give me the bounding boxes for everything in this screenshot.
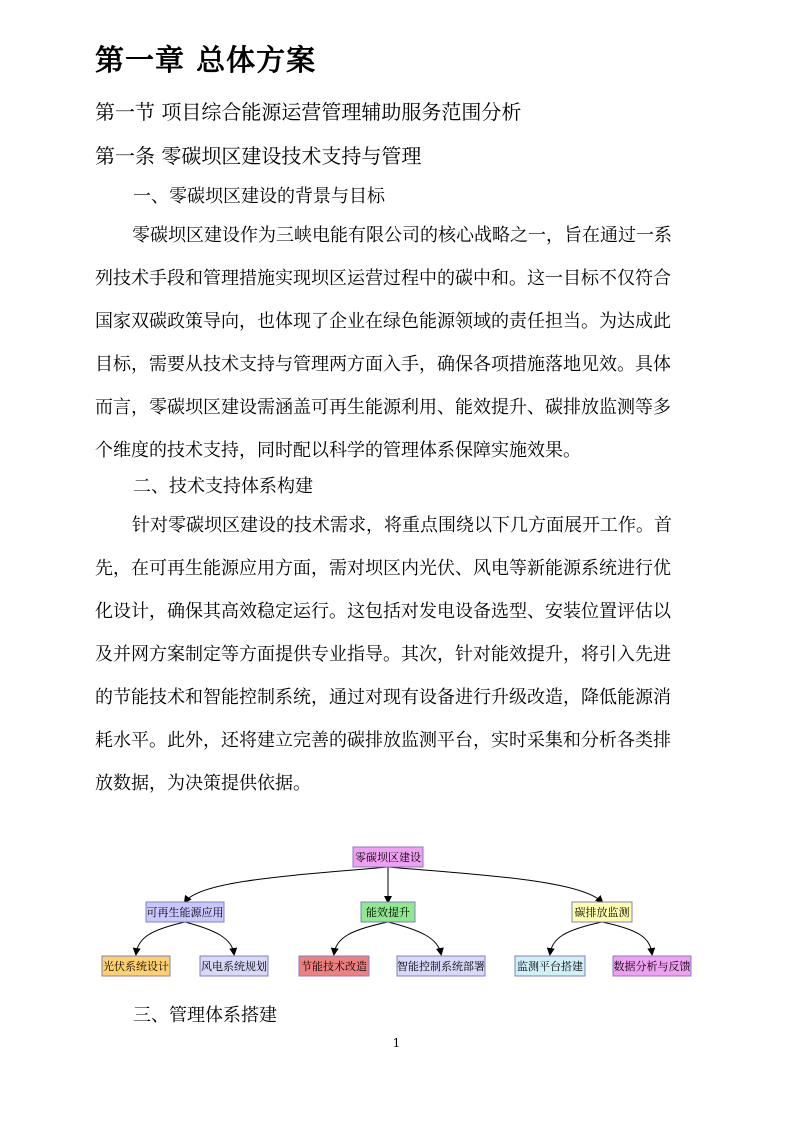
- node-root: [353, 847, 423, 867]
- node-pv-design: [102, 956, 170, 976]
- paragraph-line: 针对零碳坝区建设的技术需求，将重点围绕以下几方面展开工作。首: [132, 515, 672, 536]
- edge-root-monitoring: [388, 867, 602, 902]
- paragraph-line: 的节能技术和智能控制系统，通过对现有设备进行升级改造，降低能源消: [95, 687, 671, 708]
- svg-text:能效提升: 能效提升: [366, 906, 410, 919]
- svg-text:风电系统规划: 风电系统规划: [201, 960, 267, 973]
- subsection-2-title: 二、技术支持体系构建: [133, 476, 313, 497]
- edge-root-renewable: [185, 867, 388, 902]
- node-monitoring-platform: [515, 956, 585, 976]
- edge-renewable-pv: [136, 922, 185, 954]
- subsection-1-title: 一、零碳坝区建设的背景与目标: [133, 186, 385, 207]
- node-data-analysis: [613, 956, 691, 976]
- section-title: 第一节 项目综合能源运营管理辅助服务范围分析: [95, 100, 522, 124]
- paragraph-line: 国家双碳政策导向，也体现了企业在绿色能源领域的责任担当。为达成此: [95, 311, 671, 332]
- paragraph-line: 化设计，确保其高效稳定运行。这包括对发电设备选型、安装位置评估以: [95, 601, 671, 622]
- paragraph-line: 零碳坝区建设作为三峡电能有限公司的核心战略之一，旨在通过一系: [132, 225, 672, 246]
- paragraph-line: 放数据，为决策提供依据。: [95, 773, 311, 794]
- svg-text:可再生能源应用: 可再生能源应用: [146, 906, 224, 919]
- svg-text:节能技术改造: 节能技术改造: [301, 960, 367, 973]
- edge-monitoring-platform: [550, 922, 602, 954]
- paragraph-line: 而言，零碳坝区建设需涵盖可再生能源利用、能效提升、碳排放监测等多: [95, 397, 671, 418]
- chapter-title: 第一章 总体方案: [95, 43, 317, 77]
- svg-text:光伏系统设计: 光伏系统设计: [103, 960, 169, 973]
- svg-text:碳排放监测: 碳排放监测: [574, 906, 630, 919]
- article-title: 第一条 零碳坝区建设技术支持与管理: [95, 144, 422, 168]
- paragraph-line: 先，在可再生能源应用方面，需对坝区内光伏、风电等新能源系统进行优: [95, 558, 671, 579]
- node-energy-retrofit: [299, 956, 369, 976]
- svg-text:数据分析与反馈: 数据分析与反馈: [613, 960, 691, 973]
- svg-text:零碳坝区建设: 零碳坝区建设: [355, 851, 421, 864]
- paragraph-2: [95, 504, 693, 805]
- page-number: 1: [392, 1036, 401, 1050]
- paragraph-line: 个维度的技术支持，同时配以科学的管理体系保障实施效果。: [95, 440, 581, 461]
- node-renewable-energy: [146, 902, 224, 922]
- edge-renewable-wind: [185, 922, 234, 954]
- node-energy-efficiency: [361, 902, 415, 922]
- svg-text:监测平台搭建: 监测平台搭建: [517, 960, 583, 973]
- edge-efficiency-control: [388, 922, 441, 954]
- node-smart-control: [397, 956, 485, 976]
- tree-diagram: [0, 830, 793, 990]
- node-wind-planning: [200, 956, 268, 976]
- paragraph-line: 列技术手段和管理措施实现坝区运营过程中的碳中和。这一目标不仅符合: [95, 268, 671, 289]
- paragraph-line: 目标，需要从技术支持与管理两方面入手，确保各项措施落地见效。具体: [95, 354, 671, 375]
- edge-monitoring-analysis: [602, 922, 652, 954]
- paragraph-1: [95, 214, 693, 472]
- paragraph-line: 耗水平。此外，还将建立完善的碳排放监测平台，实时采集和分析各类排: [95, 730, 671, 751]
- svg-text:智能控制系统部署: 智能控制系统部署: [397, 960, 485, 973]
- paragraph-line: 及并网方案制定等方面提供专业指导。其次，针对能效提升，将引入先进: [95, 644, 671, 665]
- edge-efficiency-retrofit: [334, 922, 388, 954]
- node-carbon-monitoring: [572, 902, 632, 922]
- subsection-3-title: 三、管理体系搭建: [133, 1005, 277, 1026]
